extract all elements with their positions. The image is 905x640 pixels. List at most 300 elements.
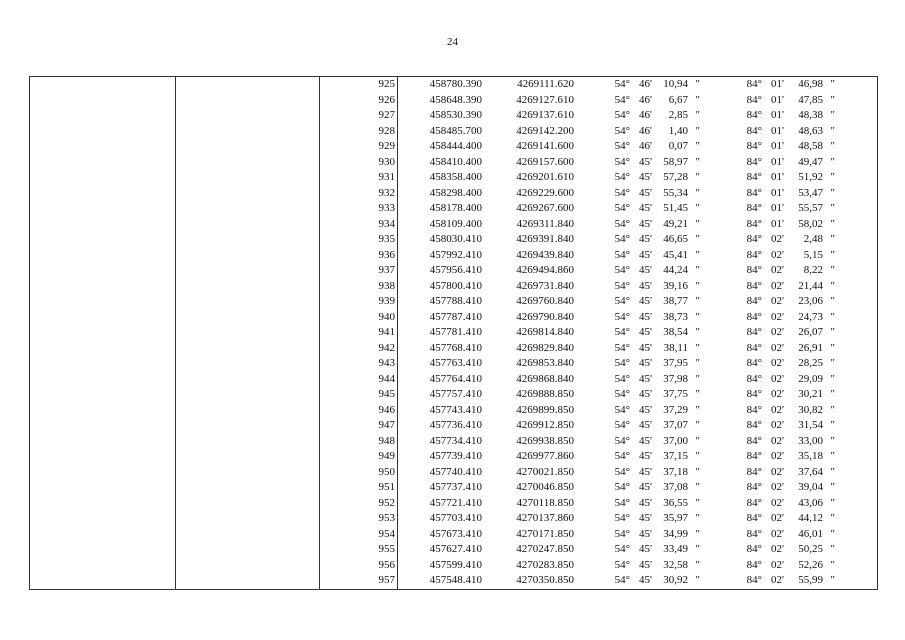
longitude-minutes: 02' [771, 450, 784, 462]
latitude-degrees: 54° [614, 155, 630, 168]
longitude-degrees: 84° [746, 171, 762, 183]
latitude-degrees: 54° [614, 341, 630, 354]
longitude-degrees: 84° [746, 357, 762, 369]
longitude-minutes: 02' [771, 512, 784, 524]
longitude-seconds-mark: " [830, 171, 835, 183]
longitude-minutes: 02' [771, 481, 784, 493]
empty-column-b [176, 77, 320, 590]
x-coordinate: 457992.410 [429, 248, 482, 261]
coordinates-cell [398, 108, 878, 124]
latitude-minutes: 46' [639, 78, 652, 90]
latitude-seconds: 36,55 [663, 496, 688, 509]
x-coordinate: 457737.410 [429, 481, 482, 493]
latitude-degrees: 54° [614, 109, 630, 121]
latitude-seconds-mark: " [695, 186, 700, 199]
longitude-degrees: 84° [746, 403, 762, 416]
longitude-degrees: 84° [746, 279, 762, 292]
longitude-seconds: 51,92 [798, 171, 823, 183]
x-coordinate: 457548.410 [429, 574, 482, 586]
y-coordinate: 4269391.840 [516, 233, 574, 245]
x-coordinate: 457673.410 [429, 527, 482, 540]
longitude-minutes: 02' [771, 264, 784, 276]
longitude-minutes: 02' [771, 326, 784, 338]
latitude-seconds-mark: " [695, 419, 700, 431]
x-coordinate: 458410.400 [429, 155, 482, 168]
longitude-seconds-mark: " [830, 434, 835, 447]
point-number: 935 [320, 232, 398, 248]
latitude-minutes: 45' [639, 326, 652, 338]
y-coordinate: 4270247.850 [516, 543, 574, 555]
longitude-minutes: 02' [771, 465, 784, 478]
longitude-seconds-mark: " [830, 496, 835, 509]
x-coordinate: 457800.410 [429, 279, 482, 292]
longitude-seconds: 55,57 [798, 202, 823, 214]
latitude-seconds: 38,11 [663, 341, 688, 354]
coordinates-cell [398, 155, 878, 171]
latitude-seconds: 35,97 [663, 512, 688, 524]
point-number: 952 [320, 496, 398, 512]
longitude-seconds: 26,91 [798, 341, 823, 354]
x-coordinate: 458178.400 [429, 202, 482, 214]
longitude-degrees: 84° [746, 326, 762, 338]
coordinates-cell [398, 558, 878, 574]
point-number: 936 [320, 248, 398, 264]
longitude-minutes: 02' [771, 558, 784, 571]
latitude-seconds: 37,75 [663, 388, 688, 400]
point-number: 956 [320, 558, 398, 574]
latitude-degrees: 54° [614, 279, 630, 292]
longitude-degrees: 84° [746, 155, 762, 168]
latitude-degrees: 54° [614, 217, 630, 230]
page-number: 24 [447, 36, 458, 48]
longitude-minutes: 02' [771, 403, 784, 416]
latitude-seconds: 37,08 [663, 481, 688, 493]
longitude-minutes: 02' [771, 496, 784, 509]
latitude-seconds-mark: " [695, 78, 700, 90]
x-coordinate: 457768.410 [429, 341, 482, 354]
latitude-seconds-mark: " [695, 465, 700, 478]
latitude-seconds: 37,15 [663, 450, 688, 462]
latitude-seconds: 34,99 [663, 527, 688, 540]
latitude-seconds: 57,28 [663, 171, 688, 183]
latitude-seconds: 37,29 [663, 403, 688, 416]
longitude-seconds-mark: " [830, 403, 835, 416]
point-number: 939 [320, 294, 398, 310]
latitude-minutes: 45' [639, 155, 652, 168]
longitude-seconds: 48,38 [798, 109, 823, 121]
coordinates-cell [398, 201, 878, 217]
latitude-minutes: 45' [639, 465, 652, 478]
longitude-seconds: 43,06 [798, 496, 823, 509]
latitude-minutes: 45' [639, 496, 652, 509]
longitude-seconds-mark: " [830, 310, 835, 323]
longitude-seconds: 49,47 [798, 155, 823, 168]
latitude-seconds: 37,95 [663, 357, 688, 369]
latitude-minutes: 45' [639, 388, 652, 400]
x-coordinate: 457740.410 [429, 465, 482, 478]
latitude-degrees: 54° [614, 512, 630, 524]
x-coordinate: 458109.400 [429, 217, 482, 230]
longitude-degrees: 84° [746, 558, 762, 571]
coordinates-cell [398, 341, 878, 357]
longitude-minutes: 01' [771, 78, 784, 90]
y-coordinate: 4269977.860 [516, 450, 574, 462]
coordinates-cell [398, 496, 878, 512]
point-number: 926 [320, 93, 398, 109]
longitude-seconds: 46,98 [798, 78, 823, 90]
longitude-seconds: 8,22 [803, 264, 823, 276]
latitude-minutes: 45' [639, 217, 652, 230]
longitude-minutes: 02' [771, 279, 784, 292]
latitude-seconds-mark: " [695, 481, 700, 493]
latitude-minutes: 46' [639, 124, 652, 137]
point-number: 938 [320, 279, 398, 295]
longitude-seconds: 52,26 [798, 558, 823, 571]
longitude-degrees: 84° [746, 543, 762, 555]
latitude-minutes: 45' [639, 558, 652, 571]
y-coordinate: 4269829.840 [516, 341, 574, 354]
latitude-degrees: 54° [614, 264, 630, 276]
coordinates-cell [398, 480, 878, 496]
longitude-seconds-mark: " [830, 186, 835, 199]
point-number: 933 [320, 201, 398, 217]
longitude-seconds: 35,18 [798, 450, 823, 462]
point-number: 943 [320, 356, 398, 372]
longitude-minutes: 02' [771, 574, 784, 586]
coordinates-cell [398, 186, 878, 202]
coordinates-cell [398, 279, 878, 295]
point-number: 957 [320, 573, 398, 589]
latitude-minutes: 46' [639, 140, 652, 152]
y-coordinate: 4269912.850 [516, 419, 574, 431]
latitude-seconds-mark: " [695, 279, 700, 292]
latitude-seconds-mark: " [695, 109, 700, 121]
latitude-seconds: 6,67 [668, 93, 688, 106]
longitude-seconds-mark: " [830, 140, 835, 152]
longitude-minutes: 02' [771, 310, 784, 323]
latitude-seconds-mark: " [695, 295, 700, 307]
latitude-minutes: 45' [639, 279, 652, 292]
latitude-minutes: 46' [639, 93, 652, 106]
point-number: 940 [320, 310, 398, 326]
longitude-minutes: 01' [771, 93, 784, 106]
coordinates-cell [398, 356, 878, 372]
latitude-minutes: 45' [639, 481, 652, 493]
coordinates-cell [398, 294, 878, 310]
point-number: 954 [320, 527, 398, 543]
coordinates-cell [398, 434, 878, 450]
y-coordinate: 4269868.840 [516, 372, 574, 385]
coordinates-cell [398, 527, 878, 543]
longitude-minutes: 01' [771, 202, 784, 214]
y-coordinate: 4269938.850 [516, 434, 574, 447]
longitude-seconds: 2,48 [803, 233, 823, 245]
latitude-minutes: 45' [639, 372, 652, 385]
longitude-degrees: 84° [746, 496, 762, 509]
longitude-minutes: 01' [771, 171, 784, 183]
longitude-seconds: 58,02 [798, 217, 823, 230]
y-coordinate: 4270137.860 [516, 512, 574, 524]
longitude-seconds: 46,01 [798, 527, 823, 540]
y-coordinate: 4270350.850 [516, 574, 574, 586]
longitude-seconds-mark: " [830, 527, 835, 540]
point-number: 925 [320, 77, 398, 93]
longitude-minutes: 02' [771, 372, 784, 385]
latitude-seconds-mark: " [695, 512, 700, 524]
latitude-degrees: 54° [614, 93, 630, 106]
longitude-degrees: 84° [746, 264, 762, 276]
coordinates-cell [398, 217, 878, 233]
point-number: 944 [320, 372, 398, 388]
latitude-seconds-mark: " [695, 388, 700, 400]
longitude-seconds-mark: " [830, 264, 835, 276]
point-number: 953 [320, 511, 398, 527]
longitude-minutes: 01' [771, 217, 784, 230]
latitude-seconds-mark: " [695, 171, 700, 183]
longitude-seconds-mark: " [830, 279, 835, 292]
longitude-degrees: 84° [746, 78, 762, 90]
latitude-seconds: 58,97 [663, 155, 688, 168]
y-coordinate: 4269731.840 [516, 279, 574, 292]
latitude-degrees: 54° [614, 124, 630, 137]
latitude-seconds: 33,49 [663, 543, 688, 555]
latitude-seconds-mark: " [695, 372, 700, 385]
point-number: 928 [320, 124, 398, 140]
latitude-degrees: 54° [614, 357, 630, 369]
longitude-seconds-mark: " [830, 419, 835, 431]
latitude-degrees: 54° [614, 496, 630, 509]
x-coordinate: 457781.410 [429, 326, 482, 338]
latitude-seconds-mark: " [695, 558, 700, 571]
latitude-seconds-mark: " [695, 357, 700, 369]
latitude-degrees: 54° [614, 372, 630, 385]
longitude-seconds-mark: " [830, 388, 835, 400]
y-coordinate: 4269494.860 [516, 264, 574, 276]
y-coordinate: 4269311.840 [516, 217, 574, 230]
longitude-seconds: 48,63 [798, 124, 823, 137]
point-number: 932 [320, 186, 398, 202]
longitude-degrees: 84° [746, 388, 762, 400]
table-row [30, 77, 878, 93]
x-coordinate: 457743.410 [429, 403, 482, 416]
coordinates-cell [398, 232, 878, 248]
longitude-seconds: 48,58 [798, 140, 823, 152]
longitude-seconds: 21,44 [798, 279, 823, 292]
point-number: 950 [320, 465, 398, 481]
point-number: 937 [320, 263, 398, 279]
x-coordinate: 457739.410 [429, 450, 482, 462]
longitude-minutes: 02' [771, 388, 784, 400]
longitude-seconds: 30,82 [798, 403, 823, 416]
latitude-minutes: 45' [639, 341, 652, 354]
point-number: 927 [320, 108, 398, 124]
coordinates-cell [398, 387, 878, 403]
longitude-degrees: 84° [746, 202, 762, 214]
longitude-degrees: 84° [746, 465, 762, 478]
longitude-seconds-mark: " [830, 450, 835, 462]
latitude-seconds: 38,54 [663, 326, 688, 338]
y-coordinate: 4270283.850 [516, 558, 574, 571]
longitude-seconds: 24,73 [798, 310, 823, 323]
latitude-minutes: 45' [639, 434, 652, 447]
x-coordinate: 457763.410 [429, 357, 482, 369]
y-coordinate: 4269888.850 [516, 388, 574, 400]
latitude-degrees: 54° [614, 326, 630, 338]
y-coordinate: 4270021.850 [516, 465, 574, 478]
x-coordinate: 457736.410 [429, 419, 482, 431]
y-coordinate: 4269229.600 [516, 186, 574, 199]
longitude-seconds-mark: " [830, 248, 835, 261]
point-number: 955 [320, 542, 398, 558]
empty-column-a [30, 77, 176, 590]
latitude-minutes: 45' [639, 295, 652, 307]
latitude-degrees: 54° [614, 233, 630, 245]
latitude-degrees: 54° [614, 543, 630, 555]
coordinates-cell [398, 511, 878, 527]
longitude-seconds-mark: " [830, 124, 835, 137]
latitude-seconds: 39,16 [663, 279, 688, 292]
x-coordinate: 458485.700 [429, 124, 482, 137]
y-coordinate: 4269141.600 [516, 140, 574, 152]
latitude-seconds-mark: " [695, 217, 700, 230]
longitude-seconds-mark: " [830, 357, 835, 369]
latitude-minutes: 45' [639, 264, 652, 276]
latitude-minutes: 45' [639, 543, 652, 555]
latitude-minutes: 46' [639, 109, 652, 121]
longitude-seconds: 30,21 [798, 388, 823, 400]
latitude-seconds-mark: " [695, 202, 700, 214]
latitude-seconds: 46,65 [663, 233, 688, 245]
y-coordinate: 4270046.850 [516, 481, 574, 493]
point-number: 930 [320, 155, 398, 171]
longitude-seconds: 55,99 [798, 574, 823, 586]
longitude-degrees: 84° [746, 109, 762, 121]
longitude-minutes: 02' [771, 527, 784, 540]
longitude-degrees: 84° [746, 233, 762, 245]
latitude-minutes: 45' [639, 527, 652, 540]
coordinates-cell [398, 93, 878, 109]
x-coordinate: 457627.410 [429, 543, 482, 555]
longitude-seconds-mark: " [830, 465, 835, 478]
longitude-seconds: 29,09 [798, 372, 823, 385]
latitude-seconds-mark: " [695, 264, 700, 276]
longitude-minutes: 02' [771, 295, 784, 307]
latitude-seconds-mark: " [695, 434, 700, 447]
latitude-seconds: 55,34 [663, 186, 688, 199]
x-coordinate: 457734.410 [429, 434, 482, 447]
longitude-seconds: 47,85 [798, 93, 823, 106]
coordinates-cell [398, 372, 878, 388]
longitude-seconds-mark: " [830, 372, 835, 385]
longitude-degrees: 84° [746, 248, 762, 261]
longitude-degrees: 84° [746, 124, 762, 137]
latitude-seconds: 37,98 [663, 372, 688, 385]
longitude-seconds: 33,00 [798, 434, 823, 447]
longitude-degrees: 84° [746, 295, 762, 307]
longitude-degrees: 84° [746, 419, 762, 431]
x-coordinate: 457757.410 [429, 388, 482, 400]
latitude-minutes: 45' [639, 403, 652, 416]
point-number: 946 [320, 403, 398, 419]
y-coordinate: 4269111.620 [517, 78, 574, 90]
y-coordinate: 4269127.610 [516, 93, 574, 106]
coordinates-table-body [30, 77, 878, 590]
longitude-degrees: 84° [746, 434, 762, 447]
longitude-seconds: 50,25 [798, 543, 823, 555]
latitude-degrees: 54° [614, 558, 630, 571]
coordinates-cell [398, 465, 878, 481]
x-coordinate: 458530.390 [429, 109, 482, 121]
point-number: 947 [320, 418, 398, 434]
x-coordinate: 458298.400 [429, 186, 482, 199]
latitude-degrees: 54° [614, 295, 630, 307]
latitude-minutes: 45' [639, 357, 652, 369]
coordinates-cell [398, 248, 878, 264]
longitude-degrees: 84° [746, 186, 762, 199]
coordinates-cell [398, 403, 878, 419]
x-coordinate: 458030.410 [429, 233, 482, 245]
longitude-seconds: 31,54 [798, 419, 823, 431]
latitude-degrees: 54° [614, 481, 630, 493]
longitude-degrees: 84° [746, 574, 762, 586]
latitude-seconds: 38,73 [663, 310, 688, 323]
x-coordinate: 457956.410 [429, 264, 482, 276]
longitude-minutes: 01' [771, 109, 784, 121]
x-coordinate: 458780.390 [429, 78, 482, 90]
longitude-minutes: 01' [771, 186, 784, 199]
latitude-seconds: 2,85 [668, 109, 688, 121]
latitude-degrees: 54° [614, 434, 630, 447]
longitude-seconds-mark: " [830, 543, 835, 555]
coordinates-cell [398, 124, 878, 140]
longitude-seconds-mark: " [830, 202, 835, 214]
latitude-seconds: 1,40 [668, 124, 688, 137]
latitude-seconds-mark: " [695, 140, 700, 152]
coordinates-cell [398, 542, 878, 558]
point-number: 945 [320, 387, 398, 403]
latitude-minutes: 45' [639, 512, 652, 524]
latitude-degrees: 54° [614, 527, 630, 540]
latitude-seconds-mark: " [695, 248, 700, 261]
longitude-minutes: 01' [771, 140, 784, 152]
latitude-seconds: 30,92 [663, 574, 688, 586]
longitude-seconds-mark: " [830, 481, 835, 493]
latitude-seconds: 38,77 [663, 295, 688, 307]
x-coordinate: 457788.410 [429, 295, 482, 307]
coordinates-cell [398, 263, 878, 279]
latitude-seconds: 45,41 [663, 248, 688, 261]
longitude-seconds-mark: " [830, 78, 835, 90]
coordinates-cell [398, 418, 878, 434]
coordinates-cell [398, 325, 878, 341]
latitude-degrees: 54° [614, 419, 630, 431]
point-number: 934 [320, 217, 398, 233]
x-coordinate: 458358.400 [429, 171, 482, 183]
y-coordinate: 4269760.840 [516, 295, 574, 307]
longitude-minutes: 01' [771, 155, 784, 168]
latitude-seconds: 49,21 [663, 217, 688, 230]
latitude-degrees: 54° [614, 248, 630, 261]
longitude-minutes: 02' [771, 543, 784, 555]
latitude-degrees: 54° [614, 140, 630, 152]
longitude-degrees: 84° [746, 217, 762, 230]
y-coordinate: 4269142.200 [516, 124, 574, 137]
latitude-seconds: 51,45 [663, 202, 688, 214]
latitude-seconds: 37,18 [663, 465, 688, 478]
latitude-minutes: 45' [639, 186, 652, 199]
x-coordinate: 457703.410 [429, 512, 482, 524]
longitude-seconds: 5,15 [803, 248, 823, 261]
